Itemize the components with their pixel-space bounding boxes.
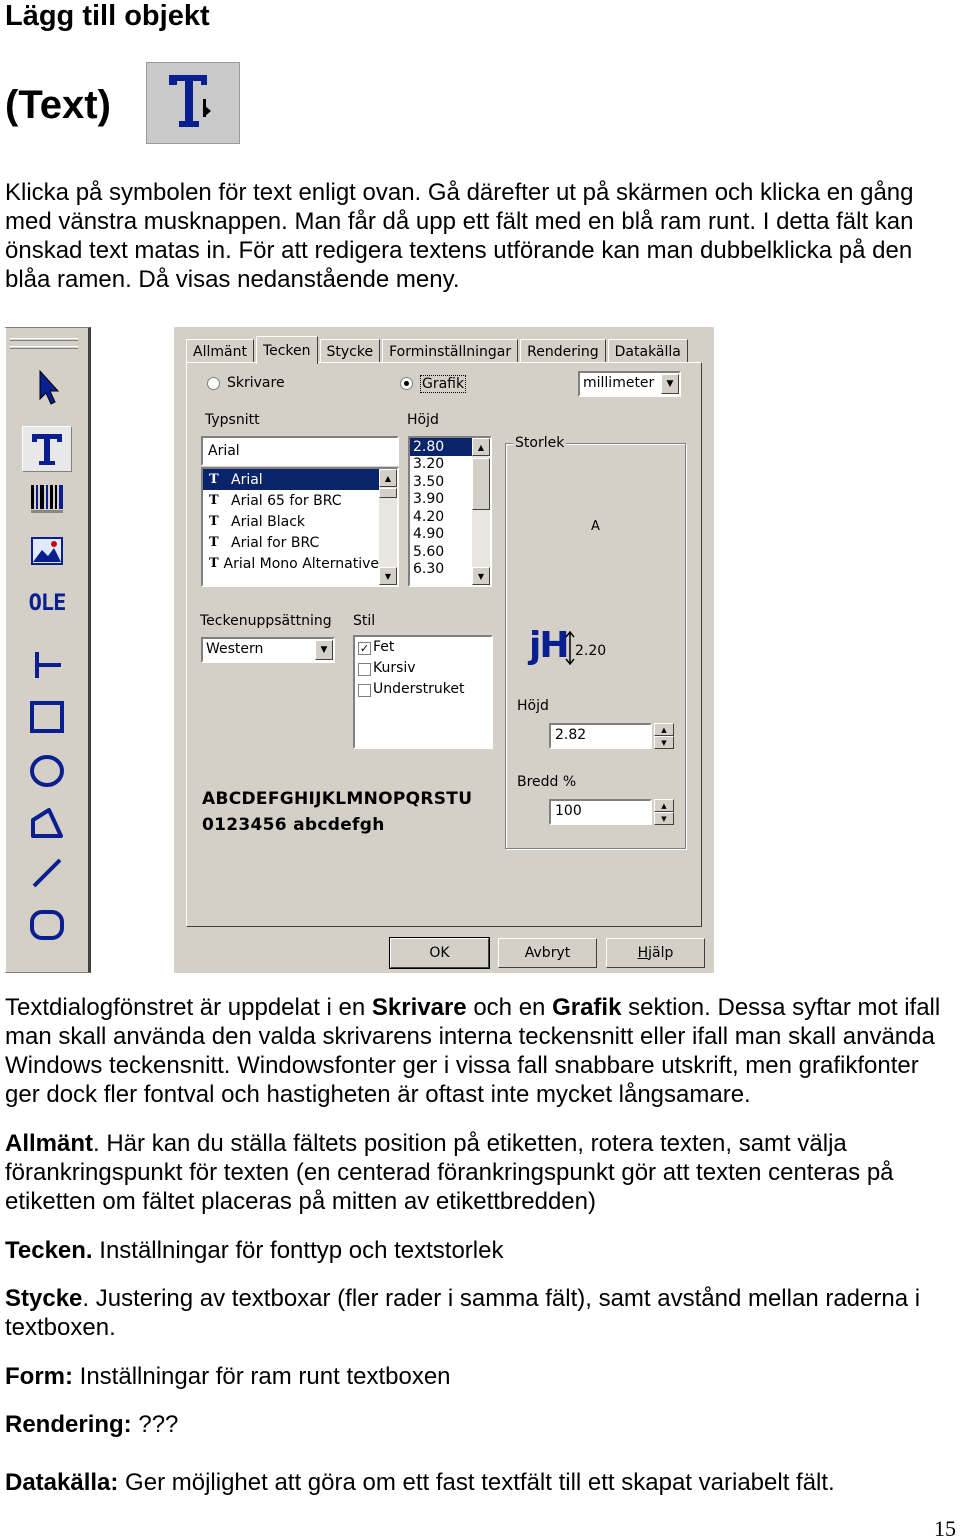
scroll-down-icon[interactable]: ▼ [379, 567, 397, 585]
section-term: Form: [5, 1363, 73, 1390]
text-icon [29, 431, 65, 467]
tab-allmant[interactable]: Allmänt [186, 339, 254, 363]
section-tecken [5, 1236, 955, 1265]
text-dialog [174, 327, 714, 973]
scroll-up-icon[interactable]: ▲ [472, 438, 490, 456]
desc-text-2: och en [466, 994, 553, 1021]
toolbar-grip[interactable] [10, 338, 78, 341]
pointer-tool[interactable] [22, 364, 72, 410]
sample-line-2: 0123456 abcdefgh [202, 815, 385, 835]
spin-up-icon[interactable]: ▲ [654, 723, 674, 736]
section-title: (Text) [5, 83, 111, 127]
page-title: Lägg till objekt [5, 0, 210, 32]
radio-skrivare[interactable] [207, 377, 220, 390]
list-item[interactable]: 3.90 [413, 491, 445, 508]
size-height-spinner[interactable] [654, 723, 674, 749]
truetype-icon: T [209, 514, 219, 529]
list-item[interactable]: 3.50 [413, 473, 445, 490]
barcode-tool[interactable] [22, 476, 72, 522]
font-input-value: Arial [208, 443, 240, 459]
radio-grafik[interactable] [400, 377, 413, 390]
object-toolbar [4, 327, 91, 973]
ole-tool[interactable] [22, 580, 72, 626]
rounded-rect-tool[interactable] [22, 902, 72, 948]
text-tool-button[interactable] [146, 62, 240, 144]
charset-value: Western [206, 641, 264, 657]
style-understruket-label: Understruket [373, 681, 465, 697]
sample-line-1: ABCDEFGHIJKLMNOPQRSTU [202, 789, 473, 809]
size-height-value: 2.82 [555, 727, 587, 743]
font-list [201, 467, 399, 587]
pointer-icon [32, 367, 62, 407]
line-tool-icon [30, 650, 64, 680]
width-label: Bredd % [517, 774, 577, 790]
size-height-input[interactable] [549, 723, 652, 749]
chevron-down-icon[interactable]: ▼ [661, 374, 679, 394]
truetype-icon: T [209, 493, 219, 508]
radio-grafik-label: Grafik [422, 376, 465, 392]
scroll-thumb[interactable] [379, 488, 397, 498]
charset-select[interactable] [201, 637, 335, 663]
section-text: ??? [131, 1411, 179, 1438]
desc-text-3: sektion. Dessa syftar mot ifall man skall använda den valda skrivarens interna teckensnitt eller ifall man skall använda Windows teckensnitt. Windowsfonter ger i vissa fall snabbare utskrift, men grafikfonter ger dock fler fontval och hastigheten är oftast inte mycket långsamare. [5, 994, 941, 1108]
section-text: . Justering av textboxar (fler rader i samma fält), samt avstånd mellan raderna i textboxen. [5, 1285, 921, 1341]
truetype-icon: T [209, 556, 219, 571]
scroll-up-icon[interactable]: ▲ [379, 469, 397, 487]
jh-sample: jH [529, 625, 568, 666]
ellipse-tool[interactable] [22, 748, 72, 794]
jh-value: 2.20 [575, 643, 607, 659]
diagonal-line-tool[interactable] [22, 850, 72, 896]
dialog-description [5, 993, 955, 1109]
font-input[interactable] [201, 436, 399, 466]
section-form [5, 1362, 955, 1391]
width-value: 100 [555, 803, 582, 819]
dialog-tabs [186, 335, 690, 363]
height-label: Höjd [407, 412, 439, 428]
list-item[interactable]: T Arial 65 for BRC [209, 492, 342, 509]
section-text: . Här kan du ställa fältets position på etiketten, rotera texten, samt välja förankringspunkt för texten (en centerad förankringspunkt gör att texten centeras på etiketten om fältet placeras på mitten av etikettbredden) [5, 1130, 894, 1215]
list-item[interactable]: 5.60 [413, 543, 445, 560]
rounded-rect-icon [29, 908, 65, 942]
list-item[interactable]: T Arial Mono Alternative [209, 555, 379, 572]
polygon-tool[interactable] [22, 800, 72, 846]
style-label: Stil [353, 613, 376, 629]
unit-select[interactable] [578, 371, 681, 397]
ok-button[interactable]: OK [390, 938, 489, 968]
spin-down-icon[interactable]: ▼ [654, 736, 674, 749]
page-number: 15 [934, 1516, 956, 1539]
list-item[interactable]: 2.80 [410, 438, 472, 456]
section-text: Inställningar för fonttyp och textstorlek [92, 1237, 504, 1264]
radio-skrivare-label: Skrivare [227, 375, 285, 391]
section-text: Inställningar för ram runt textboxen [73, 1363, 451, 1390]
section-text: Ger möjlighet att göra om ett fast textfält till ett skapat variabelt fält. [118, 1469, 835, 1496]
tab-stycke[interactable]: Stycke [320, 339, 381, 363]
text-tool-icon [147, 63, 241, 145]
scroll-thumb[interactable] [472, 458, 490, 510]
checkbox-understruket[interactable] [358, 684, 371, 697]
desc-text-1: Textdialogfönstret är uppdelat i en [5, 994, 372, 1021]
truetype-icon: T [209, 472, 219, 487]
desc-term-grafik: Grafik [552, 994, 622, 1021]
rectangle-icon [29, 700, 65, 734]
spin-up-icon[interactable]: ▲ [654, 799, 674, 812]
width-input[interactable] [549, 799, 652, 825]
scroll-down-icon[interactable]: ▼ [472, 567, 490, 585]
font-label: Typsnitt [205, 412, 260, 428]
diagonal-line-icon [30, 856, 64, 890]
chevron-down-icon[interactable]: ▼ [315, 640, 333, 660]
help-mnemonic: H [637, 945, 649, 961]
checkbox-kursiv[interactable] [358, 663, 371, 676]
tab-tecken[interactable]: Tecken [256, 336, 318, 364]
section-term: Allmänt [5, 1130, 94, 1157]
section-rendering [5, 1410, 955, 1439]
list-item[interactable]: T Arial Black [209, 513, 306, 530]
list-item[interactable]: 3.20 [413, 456, 445, 473]
height-list [408, 436, 492, 587]
rectangle-tool[interactable] [22, 694, 72, 740]
help-button[interactable] [606, 938, 705, 968]
list-item[interactable]: 4.20 [413, 508, 445, 525]
checkbox-fet[interactable]: ✓ [359, 642, 370, 655]
polygon-icon [29, 806, 65, 840]
tecken-panel [186, 362, 702, 927]
unit-select-value: millimeter [583, 375, 655, 391]
list-item[interactable]: T Arial for BRC [209, 534, 320, 551]
text-tool[interactable] [22, 426, 72, 472]
line-tool[interactable] [22, 642, 72, 688]
desc-term-skrivare: Skrivare [371, 994, 467, 1021]
help-label-rest: jälp [648, 945, 674, 961]
preview-char: A [591, 519, 600, 534]
ole-icon: OLE [28, 590, 66, 616]
height-list-scrollbar[interactable] [472, 438, 490, 585]
section-datakalla [5, 1468, 955, 1497]
intro-paragraph: Klicka på symbolen för text enligt ovan. Gå därefter ut på skärmen och klicka en gång med vänstra musknappen. Man får då upp ett fält med en blå ram runt. I detta fält kan önskad text matas in. För att redigera textens utförande kan man dubbelklicka på den blåa ramen. Då visas nedanstående meny. [5, 179, 914, 293]
barcode-icon [29, 482, 65, 516]
list-item[interactable]: 6.30 [413, 561, 445, 578]
tab-rendering[interactable]: Rendering [520, 339, 606, 363]
list-item[interactable]: T Arial [203, 469, 379, 490]
list-item[interactable]: 4.90 [413, 526, 445, 543]
style-kursiv-label: Kursiv [373, 660, 416, 676]
tab-datakalla[interactable]: Datakälla [608, 339, 688, 363]
cancel-button[interactable]: Avbryt [498, 938, 597, 968]
height-arrow-icon [565, 631, 575, 665]
section-term: Datakälla: [5, 1469, 119, 1496]
section-term: Rendering: [5, 1411, 132, 1438]
section-term: Tecken. [5, 1237, 93, 1264]
ellipse-icon [29, 754, 65, 788]
image-tool[interactable] [22, 528, 72, 574]
font-list-scrollbar[interactable] [379, 469, 397, 585]
image-icon [30, 536, 64, 566]
section-term: Stycke [5, 1285, 83, 1312]
section-allmant [5, 1129, 955, 1216]
tab-forminstallningar[interactable]: Forminställningar [382, 339, 518, 363]
width-spinner[interactable] [654, 799, 674, 825]
size-group-title: Storlek [515, 435, 565, 451]
section-stycke [5, 1284, 955, 1342]
style-list [353, 635, 493, 749]
truetype-icon: T [209, 535, 219, 550]
charset-label: Teckenuppsättning [200, 613, 332, 629]
size-height-label: Höjd [517, 698, 549, 714]
spin-down-icon[interactable]: ▼ [654, 812, 674, 825]
toolbar-grip-2[interactable] [10, 346, 78, 349]
style-fet-label: Fet [373, 639, 395, 655]
